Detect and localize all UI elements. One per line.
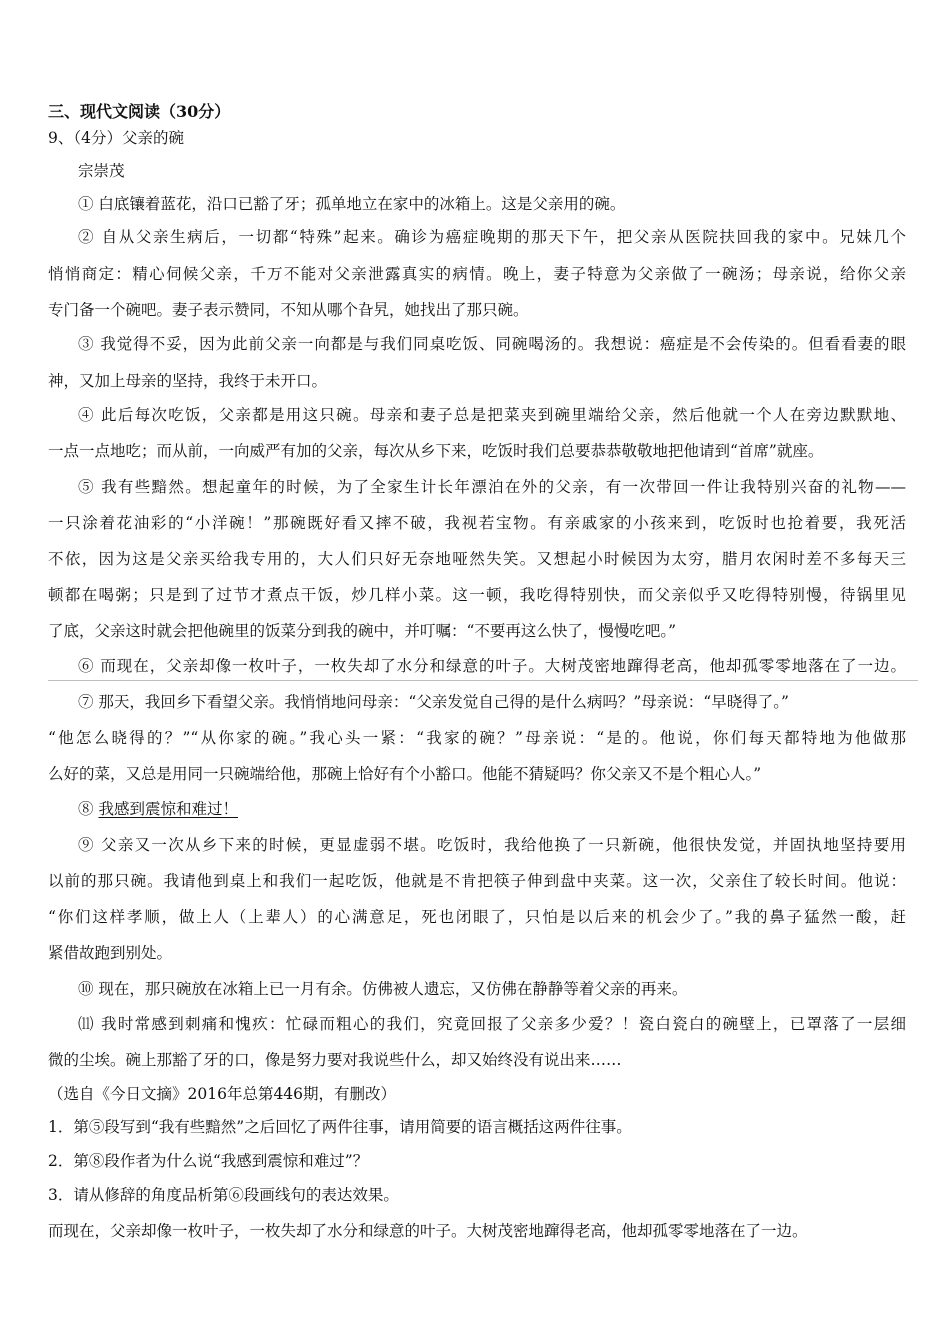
paragraph-2-line-1: ② 自从父亲生病后，一切都“特殊”起来。确诊为癌症晚期的那天下午，把父亲从医院扶回我的家中。兄妹几个: [78, 228, 906, 246]
paragraph-4-line-2: 一点一点地吃；而从前，一向威严有加的父亲，每次从乡下来，吃饭时我们总要恭恭敬敬地把他请到“首席”就座。: [48, 442, 824, 460]
source-citation: （选自《今日文摘》2016年总第446期，有删改）: [48, 1085, 397, 1103]
paragraph-8-underlined-text: 我感到震惊和难过！: [98, 800, 238, 818]
paragraph-11-line-1: ⑾ 我时常感到刺痛和愧疚：忙碌而粗心的我们，究竟回报了父亲多少爱？！瓷白瓷白的碗壁上，已罩落了一层细: [78, 1015, 906, 1033]
paragraph-7-line-2: “他怎么晓得的？”“从你家的碗。”我心头一紧：“我家的碗？”母亲说：“是的。他说，你们每天都特地为他做那: [48, 729, 906, 747]
paragraph-10: ⑩ 现在，那只碗放在冰箱上已一月有余。仿佛被人遗忘，又仿佛在静静等着父亲的再来。: [78, 980, 688, 998]
paragraph-6: ⑥ 而现在，父亲却像一枚叶子，一枚失却了水分和绿意的叶子。大树茂密地蹿得老高，他却孤零零地落在了一边。: [78, 657, 906, 675]
paragraph-5-line-5: 了底，父亲这时就会把他碗里的饭菜分到我的碗中，并叮嘱：“不要再这么快了，慢慢吃吧。”: [48, 622, 677, 640]
paragraph-2-line-2: 悄悄商定：精心伺候父亲，千万不能对父亲泄露真实的病情。晚上，妻子特意为父亲做了一碗汤；母亲说，给你父亲: [48, 265, 906, 283]
paragraph-1: ① 白底镶着蓝花，沿口已豁了牙；孤单地立在家中的冰箱上。这是父亲用的碗。: [78, 195, 626, 213]
author-name: 宗崇茂: [78, 162, 125, 180]
underline-rule: [48, 680, 918, 681]
paragraph-7-line-3: 么好的菜，又总是用同一只碗端给他，那碗上恰好有个小豁口。他能不猜疑吗？你父亲又不是个粗心人。”: [48, 765, 762, 783]
paragraph-11-line-2: 微的尘埃。碗上那豁了牙的口，像是努力要对我说些什么，却又始终没有说出来……: [48, 1051, 622, 1069]
paragraph-5-line-4: 顿都在喝粥；只是到了过节才煮点干饭，炒几样小菜。这一顿，我吃得特别快，而父亲似乎又吃得特别慢，待锅里见: [48, 586, 906, 604]
paragraph-2-line-3: 专门备一个碗吧。妻子表示赞同，不知从哪个旮旯，她找出了那只碗。: [48, 301, 529, 319]
paragraph-9-line-1: ⑨ 父亲又一次从乡下来的时候，更显虚弱不堪。吃饭时，我给他换了一只新碗，他很快发觉，并固执地坚持要用: [78, 836, 906, 854]
paragraph-3-line-1: ③ 我觉得不妥，因为此前父亲一向都是与我们同桌吃饭、同碗喝汤的。我想说：癌症是不会传染的。但看看妻的眼: [78, 335, 906, 353]
paragraph-5-line-1: ⑤ 我有些黯然。想起童年的时候，为了全家生计长年漂泊在外的父亲，有一次带回一件让我特别兴奋的礼物——: [78, 478, 906, 496]
paragraph-4-line-1: ④ 此后每次吃饭，父亲都是用这只碗。母亲和妻子总是把菜夹到碗里端给父亲，然后他就一个人在旁边默默地、: [78, 406, 906, 424]
paragraph-7-line-1: ⑦ 那天，我回乡下看望父亲。我悄悄地问母亲：“父亲发觉自己得的是什么病吗？”母亲说：“早晓得了。”: [78, 693, 789, 711]
question-3: 3．请从修辞的角度品析第⑥段画线句的表达效果。: [48, 1186, 399, 1204]
paragraph-5-line-3: 不依，因为这是父亲买给我专用的，大人们只好无奈地哑然失笑。又想起小时候因为太穷，腊月农闲时差不多每天三: [48, 550, 906, 568]
question-2: 2．第⑧段作者为什么说“我感到震惊和难过”？: [48, 1152, 369, 1170]
paragraph-3-line-2: 神，又加上母亲的坚持，我终于未开口。: [48, 372, 328, 390]
question-1: 1．第⑤段写到“我有些黯然”之后回忆了两件往事，请用简要的语言概括这两件往事。: [48, 1118, 632, 1136]
section-title: 三、现代文阅读（30分）: [48, 102, 231, 121]
paragraph-9-line-3: “你们这样孝顺，做上人（上辈人）的心满意足，死也闭眼了，只怕是以后来的机会少了。”我的鼻子猛然一酸，赶: [48, 908, 906, 926]
paragraph-8: [78, 799, 906, 819]
quoted-sentence: 而现在，父亲却像一枚叶子，一枚失却了水分和绿意的叶子。大树茂密地蹿得老高，他却孤零零地落在了一边。: [48, 1222, 808, 1240]
paragraph-8-number: ⑧: [78, 800, 99, 818]
question-heading: 9、（4分）父亲的碗: [48, 129, 184, 147]
paragraph-9-line-2: 以前的那只碗。我请他到桌上和我们一起吃饭，他就是不肯把筷子伸到盘中夹菜。这一次，父亲住了较长时间。他说：: [48, 872, 906, 890]
paragraph-9-line-4: 紧借故跑到别处。: [48, 944, 173, 962]
paragraph-5-line-2: 一只涂着花油彩的“小洋碗！”那碗既好看又摔不破，我视若宝物。有亲戚家的小孩来到，吃饭时也抢着要，我死活: [48, 514, 906, 532]
